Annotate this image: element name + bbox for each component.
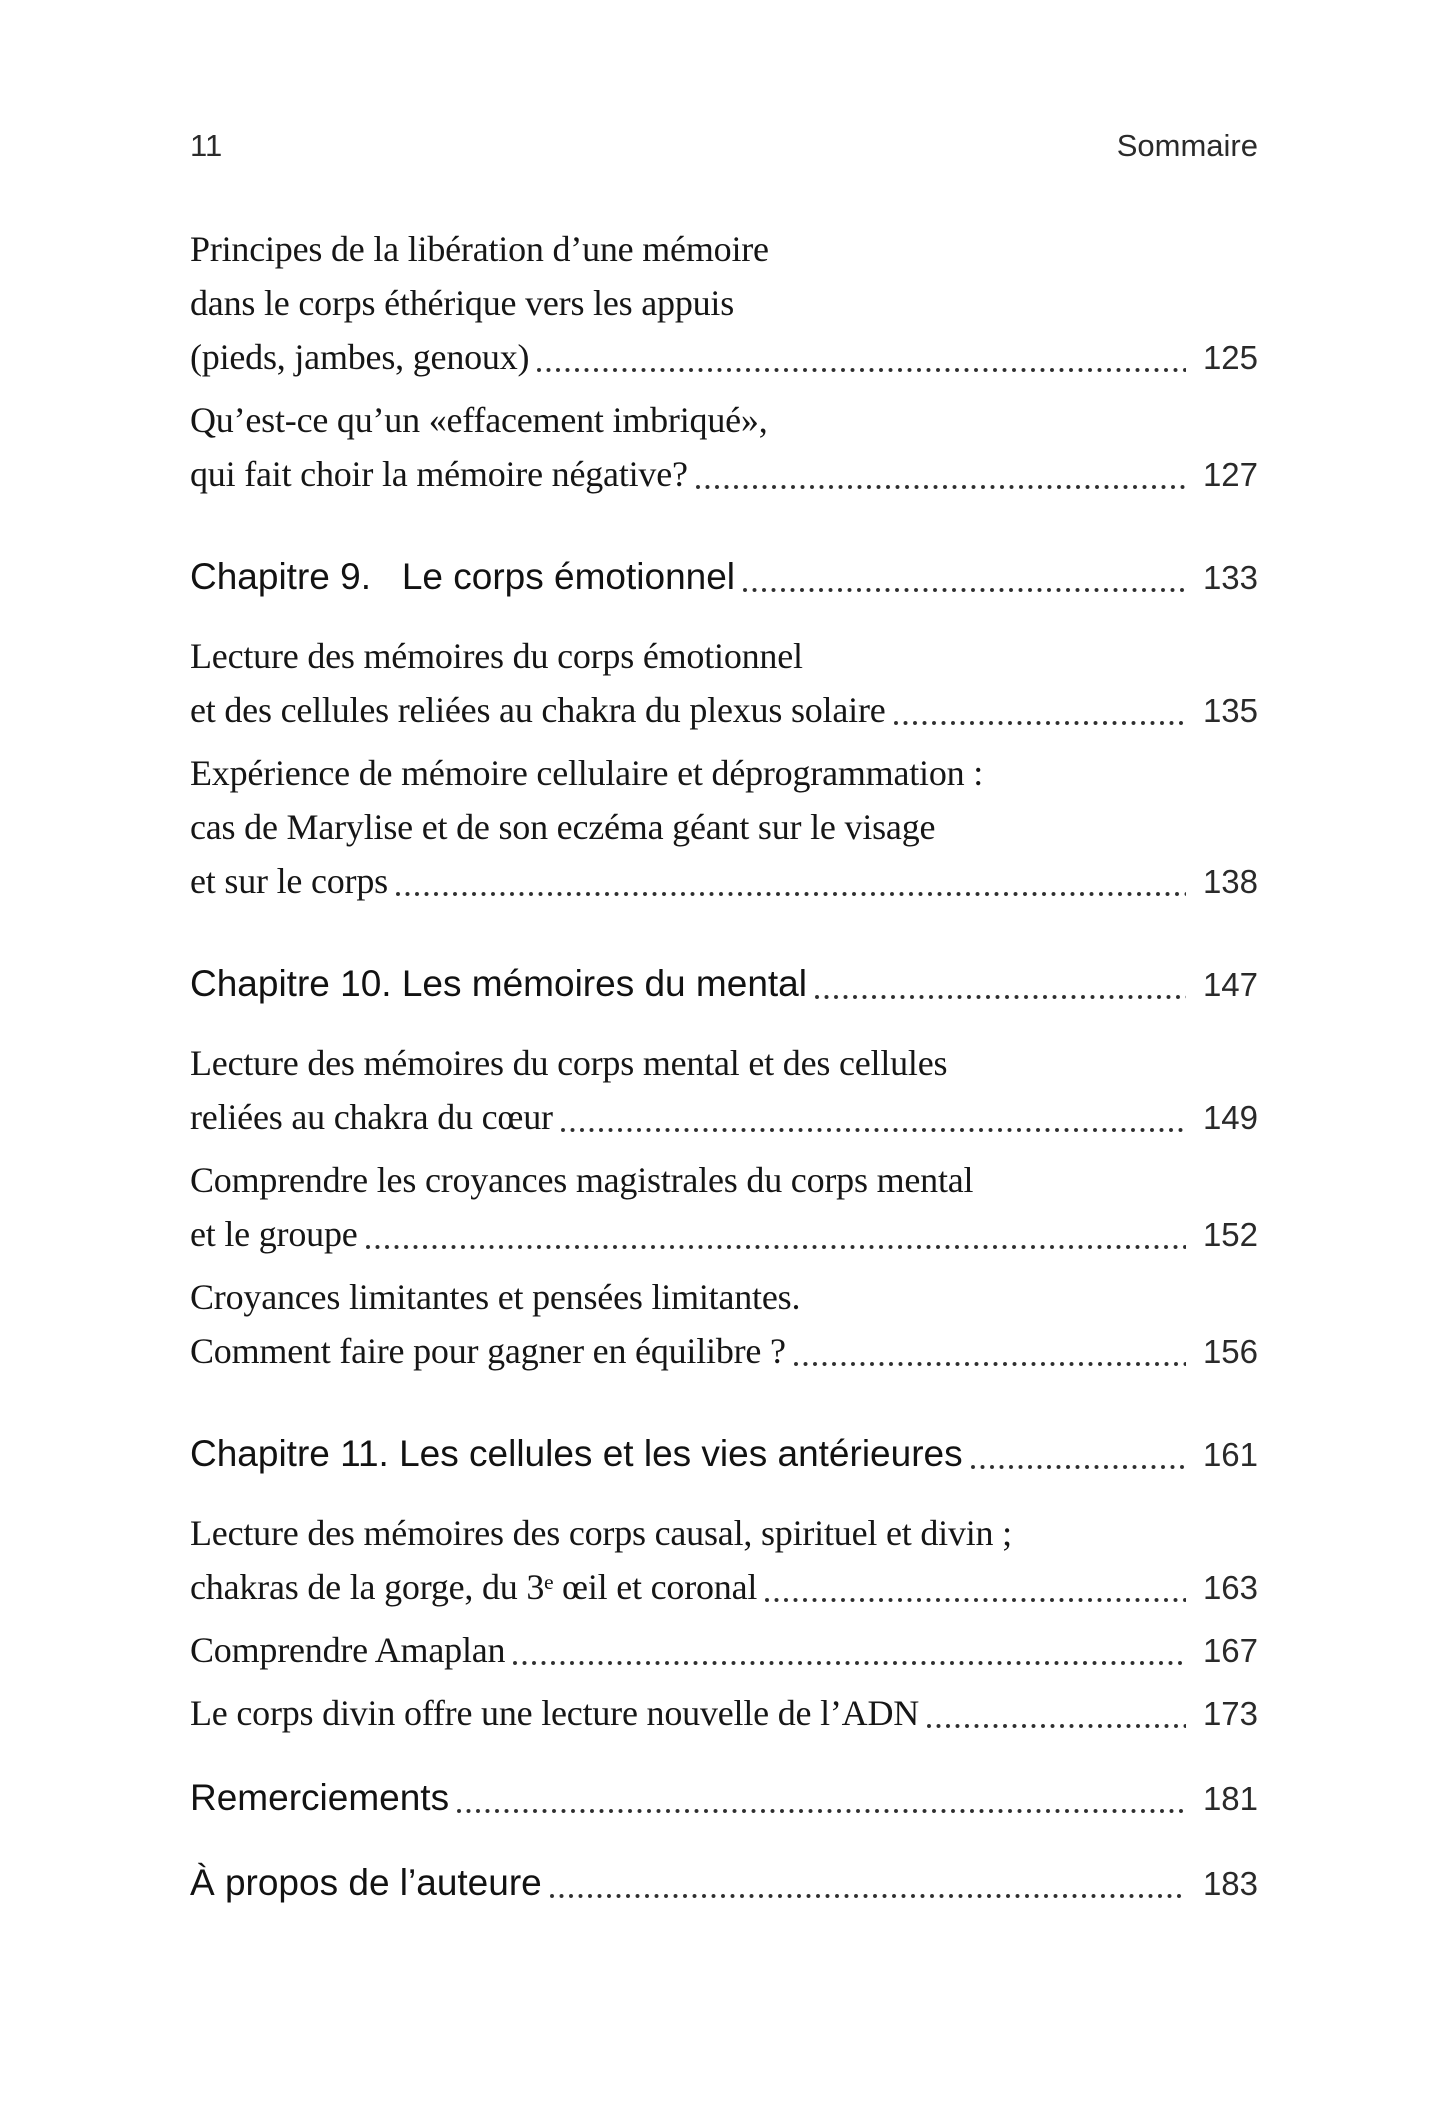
toc-page-number: 149 xyxy=(1202,1099,1258,1136)
dot-leader xyxy=(794,1362,1186,1366)
toc-entry xyxy=(190,1270,1258,1379)
toc-entry-text: Lecture des mémoires des corps causal, spirituel et divin ; xyxy=(190,1513,1012,1553)
toc-page-number: 167 xyxy=(1202,1632,1258,1669)
toc-line xyxy=(190,1153,1258,1207)
toc-line xyxy=(190,1771,1258,1826)
dot-leader xyxy=(366,1245,1186,1249)
dot-leader xyxy=(550,1894,1186,1898)
toc-page-number: 181 xyxy=(1202,1780,1258,1817)
toc-entry-text: Chapitre 9. Le corps émotionnel xyxy=(190,556,736,597)
toc-entry-text: et sur le corps xyxy=(190,861,388,901)
toc-entry-text: Comprendre Amaplan xyxy=(190,1630,506,1670)
toc-entry xyxy=(190,629,1258,738)
toc-entry-text: À propos de l’auteure xyxy=(190,1862,542,1903)
toc-entry-text: Lecture des mémoires du corps émotionnel xyxy=(190,636,803,676)
running-header xyxy=(190,0,1258,164)
toc-page-number: 138 xyxy=(1202,863,1258,900)
toc-page-number: 147 xyxy=(1202,966,1258,1003)
toc-page-number: 183 xyxy=(1202,1865,1258,1902)
toc-page-number: 133 xyxy=(1202,559,1258,596)
toc-entry-text: reliées au chakra du cœur xyxy=(190,1097,553,1137)
toc-line xyxy=(190,1427,1258,1482)
toc-line xyxy=(190,276,1258,330)
toc-line xyxy=(190,393,1258,447)
toc-entry-chapter xyxy=(190,957,1258,1012)
dot-leader xyxy=(561,1128,1186,1132)
toc-page-number: 156 xyxy=(1202,1333,1258,1370)
toc-line xyxy=(190,1560,1258,1615)
toc-line xyxy=(190,447,1258,502)
toc-page-number: 135 xyxy=(1202,692,1258,729)
toc-entry-text: Expérience de mémoire cellulaire et déprogrammation : xyxy=(190,753,984,793)
toc-page-number: 152 xyxy=(1202,1216,1258,1253)
toc-line xyxy=(190,1506,1258,1560)
dot-leader xyxy=(971,1465,1186,1469)
dot-leader xyxy=(765,1598,1186,1602)
dot-leader xyxy=(815,995,1186,999)
toc-entry-text: Qu’est-ce qu’un «effacement imbriqué», xyxy=(190,400,768,440)
dot-leader xyxy=(457,1809,1186,1813)
toc-line xyxy=(190,330,1258,385)
toc-entry-text: dans le corps éthérique vers les appuis xyxy=(190,283,735,323)
toc-entry-text: Croyances limitantes et pensées limitantes. xyxy=(190,1277,801,1317)
toc-entry-text: (pieds, jambes, genoux) xyxy=(190,337,530,377)
toc-entry xyxy=(190,1506,1258,1615)
toc-entry xyxy=(190,746,1258,909)
toc-entry-text: Comprendre les croyances magistrales du corps mental xyxy=(190,1160,974,1200)
toc-entry-text: qui fait choir la mémoire négative? xyxy=(190,454,688,494)
dot-leader xyxy=(743,588,1186,592)
toc-entry-text: et le groupe xyxy=(190,1214,358,1254)
section-title: Sommaire xyxy=(1116,128,1258,163)
toc-entry-chapter xyxy=(190,1427,1258,1482)
toc-entry-text: chakras de la gorge, du 3ᵉ œil et coronal xyxy=(190,1567,758,1607)
toc-entry-backmatter xyxy=(190,1856,1258,1911)
toc-line xyxy=(190,800,1258,854)
toc-line xyxy=(190,550,1258,605)
toc-page-number: 163 xyxy=(1202,1569,1258,1606)
toc-entry-text: Remerciements xyxy=(190,1777,450,1818)
dot-leader xyxy=(513,1661,1186,1665)
toc-line xyxy=(190,1090,1258,1145)
toc-line xyxy=(190,1324,1258,1379)
toc-page-number: 125 xyxy=(1202,339,1258,376)
toc-page-number: 161 xyxy=(1202,1436,1258,1473)
toc-line xyxy=(190,1686,1258,1741)
toc-entry-text: et des cellules reliées au chakra du plexus solaire xyxy=(190,690,886,730)
toc-line xyxy=(190,1207,1258,1262)
toc-line xyxy=(190,746,1258,800)
toc-page-number: 127 xyxy=(1202,456,1258,493)
toc-entry-text: cas de Marylise et de son eczéma géant sur le visage xyxy=(190,807,936,847)
toc-entry-text: Le corps divin offre une lecture nouvelle de l’ADN xyxy=(190,1693,920,1733)
toc-entry-text: Chapitre 10. Les mémoires du mental xyxy=(190,963,807,1004)
toc-line xyxy=(190,629,1258,683)
dot-leader xyxy=(396,892,1186,896)
toc-line xyxy=(190,683,1258,738)
dot-leader xyxy=(894,721,1186,725)
toc-entry xyxy=(190,1686,1258,1741)
toc-entry xyxy=(190,1036,1258,1145)
toc-line xyxy=(190,854,1258,909)
toc-page-number: 173 xyxy=(1202,1695,1258,1732)
dot-leader xyxy=(927,1724,1186,1728)
toc-entry-text: Principes de la libération d’une mémoire xyxy=(190,229,769,269)
folio-page-number: 11 xyxy=(190,128,223,163)
toc-entry xyxy=(190,1623,1258,1678)
toc-entry-backmatter xyxy=(190,1771,1258,1826)
toc-entry xyxy=(190,222,1258,385)
toc-line xyxy=(190,1036,1258,1090)
toc-content xyxy=(190,0,1258,1933)
dot-leader xyxy=(537,368,1186,372)
toc-line xyxy=(190,1270,1258,1324)
toc-entry-text: Chapitre 11. Les cellules et les vies antérieures xyxy=(190,1433,963,1474)
toc-entry xyxy=(190,393,1258,502)
toc-entry-text: Lecture des mémoires du corps mental et des cellules xyxy=(190,1043,948,1083)
toc-entry-text: Comment faire pour gagner en équilibre ? xyxy=(190,1331,786,1371)
toc-entry xyxy=(190,1153,1258,1262)
toc-entry-chapter xyxy=(190,550,1258,605)
toc-line xyxy=(190,957,1258,1012)
toc-line xyxy=(190,1856,1258,1911)
toc-line xyxy=(190,1623,1258,1678)
toc-line xyxy=(190,222,1258,276)
toc-list xyxy=(190,222,1258,1911)
dot-leader xyxy=(696,485,1186,489)
